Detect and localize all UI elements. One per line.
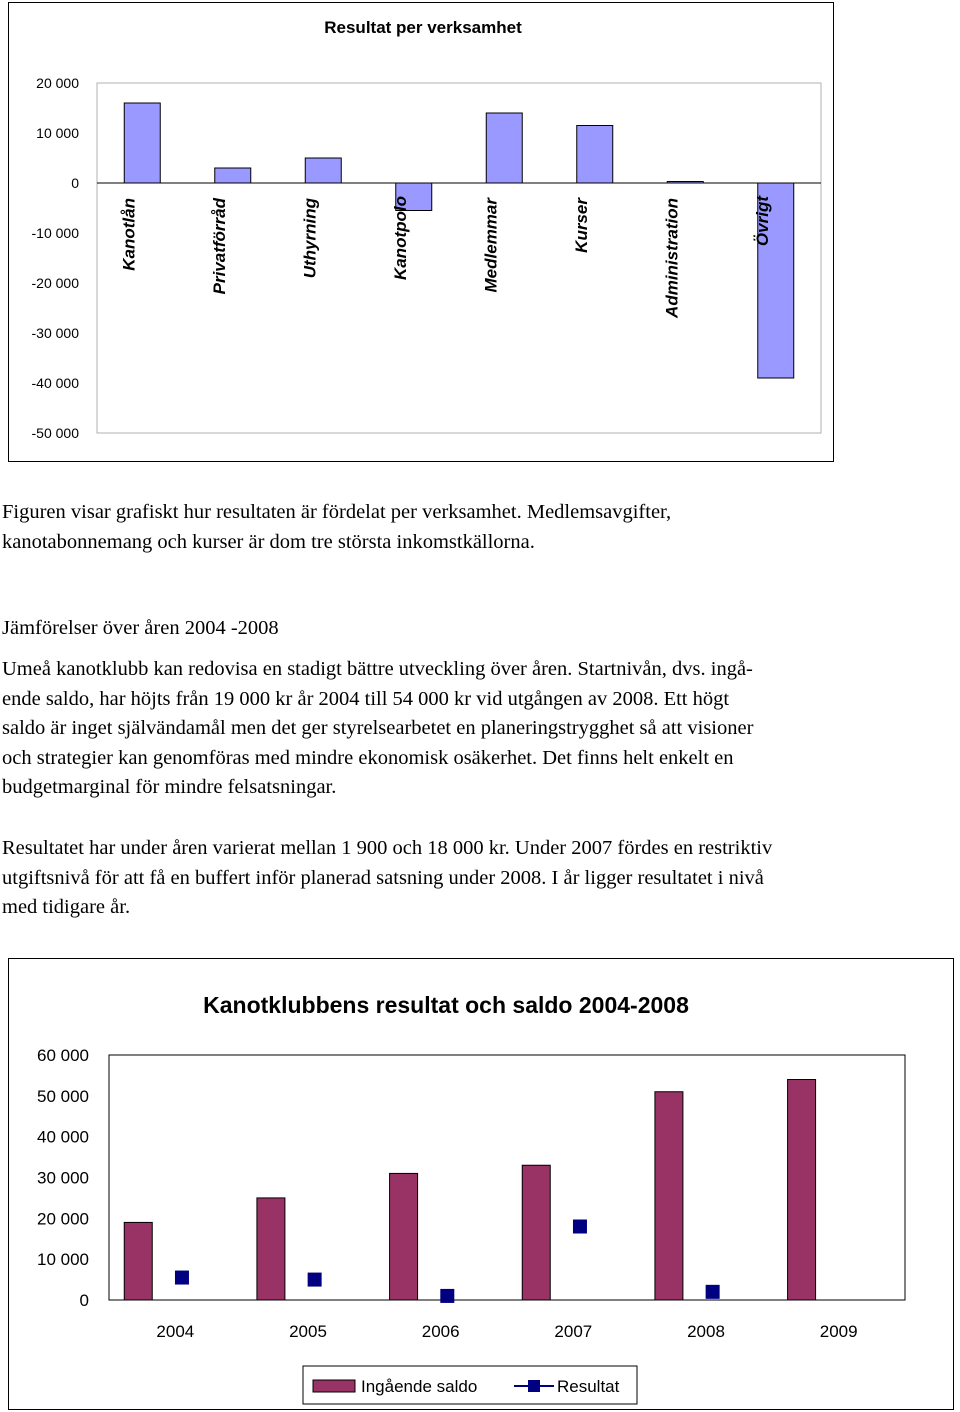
- chart1-bar: [124, 103, 160, 183]
- chart2-bar-saldo: [257, 1198, 285, 1300]
- chart2-bar-saldo: [788, 1080, 816, 1301]
- chart2-marker-resultat: [706, 1285, 720, 1299]
- chart1-ytick-label: -10 000: [31, 225, 79, 241]
- chart-resultat-per-verksamhet: [8, 2, 834, 462]
- chart1-ytick-label: 20 000: [36, 75, 79, 91]
- legend-marker-resultat: [528, 1380, 540, 1392]
- chart1-bar: [305, 158, 341, 183]
- chart2-marker-resultat: [175, 1271, 189, 1285]
- chart2-xtick-label: 2004: [156, 1322, 195, 1341]
- chart2-marker-resultat: [308, 1273, 322, 1287]
- chart2-marker-resultat: [573, 1220, 587, 1234]
- chart-resultat-och-saldo: [8, 958, 954, 1410]
- chart2-bar-saldo: [522, 1165, 550, 1300]
- text-line: Figuren visar grafiskt hur resultaten är fördelat per verksamhet. Medlemsavgifter,: [2, 501, 672, 523]
- chart2-ytick-label: 30 000: [37, 1168, 89, 1188]
- chart2-xtick-label: 2007: [554, 1322, 593, 1341]
- text-line: Umeå kanotklubb kan redovisa en stadigt bättre utveckling över åren. Startnivån, dvs. ingå-: [2, 658, 753, 680]
- chart1-axes: [97, 83, 821, 433]
- chart2-ytick-label: 20 000: [37, 1209, 89, 1229]
- chart1-ytick-label: -50 000: [31, 425, 79, 441]
- text-line: Resultatet har under åren varierat mellan 1 900 och 18 000 kr. Under 2007 fördes en restriktiv: [2, 837, 773, 859]
- chart2-ytick-label: 50 000: [37, 1086, 89, 1106]
- text-line: med tidigare år.: [2, 896, 131, 918]
- text-line: ende saldo, har höjts från 19 000 kr år 2004 till 54 000 kr vid utgången av 2008. Ett högt: [2, 687, 730, 710]
- legend-swatch-saldo: [313, 1380, 355, 1392]
- chart-caption-paragraph: [2, 498, 958, 557]
- chart1-category-label: Privatförråd: [209, 198, 229, 295]
- chart1-bar: [486, 113, 522, 183]
- chart1-ytick-label: 10 000: [36, 125, 79, 141]
- chart2-xtick-label: 2008: [687, 1322, 725, 1341]
- chart2-ytick-label: 60 000: [37, 1046, 89, 1065]
- text-line: kanotabonnemang och kurser är dom tre största inkomstkällorna.: [2, 530, 535, 553]
- chart2-xtick-label: 2009: [819, 1322, 858, 1341]
- legend-label-saldo: Ingående saldo: [361, 1377, 478, 1396]
- chart1-bar: [667, 182, 703, 184]
- chart1-ytick-label: -40 000: [31, 375, 79, 391]
- chart2-xticks: [156, 1322, 857, 1341]
- comparison-paragraph: [2, 655, 958, 803]
- chart1-yticks: [32, 75, 80, 441]
- chart1-category-label: Administration: [662, 198, 682, 318]
- legend-label-resultat: Resultat: [557, 1377, 620, 1396]
- chart2-ytick-label: 40 000: [37, 1127, 89, 1147]
- chart1-bar: [577, 126, 613, 184]
- text-line: och strategier kan genomföras med mindre ekonomisk osäkerhet. Det finns helt enkelt en: [2, 746, 734, 769]
- chart2-yticks: [37, 1046, 89, 1310]
- chart1-category-labels: [119, 195, 772, 319]
- chart1-category-label: Övrigt: [752, 196, 772, 247]
- chart2-canvas: [9, 959, 953, 1409]
- chart1-category-label: Kurser: [571, 198, 591, 253]
- chart2-bar-saldo: [655, 1092, 683, 1300]
- chart2-plot-frame: [109, 1055, 905, 1300]
- chart2-xtick-label: 2005: [289, 1322, 327, 1341]
- text-line: saldo är inget självändamål men det ger styrelsearbetet en planeringstrygghet så att visioner: [2, 717, 754, 739]
- chart1-bar: [215, 168, 251, 183]
- chart1-category-label: Medlemmar: [481, 198, 501, 293]
- chart2-bars: [124, 1080, 815, 1301]
- chart2-axes: [109, 1055, 905, 1300]
- chart2-xtick-label: 2006: [421, 1322, 460, 1341]
- chart1-ytick-label: -20 000: [31, 275, 79, 291]
- chart1-ytick-label: -30 000: [31, 325, 79, 341]
- chart2-legend: [303, 1366, 637, 1404]
- chart1-ytick-label: 0: [71, 175, 79, 191]
- chart2-bar-saldo: [124, 1222, 152, 1300]
- chart2-ytick-label: 10 000: [37, 1250, 89, 1270]
- result-paragraph: [2, 834, 958, 923]
- chart1-plot-frame: [97, 83, 821, 433]
- chart2-title: Kanotklubbens resultat och saldo 2004-2008: [203, 992, 689, 1018]
- chart1-title: Resultat per verksamhet: [324, 18, 522, 37]
- section-heading: Jämförelser över åren 2004 -2008: [2, 617, 279, 639]
- chart2-marker-resultat: [440, 1289, 454, 1303]
- chart1-category-label: Kanotpolo: [390, 196, 410, 281]
- text-line: budgetmarginal för mindre felsatsningar.: [2, 776, 337, 798]
- chart1-category-label: Kanotlån: [119, 198, 139, 271]
- chart2-ytick-label: 0: [79, 1291, 89, 1310]
- chart2-bar-saldo: [390, 1173, 418, 1300]
- chart1-category-label: Uthyrning: [300, 198, 320, 279]
- chart1-canvas: [9, 3, 833, 461]
- text-line: utgiftsnivå för att få en buffert inför planerad satsning under 2008. I år ligger resultatet i nivå: [2, 866, 764, 889]
